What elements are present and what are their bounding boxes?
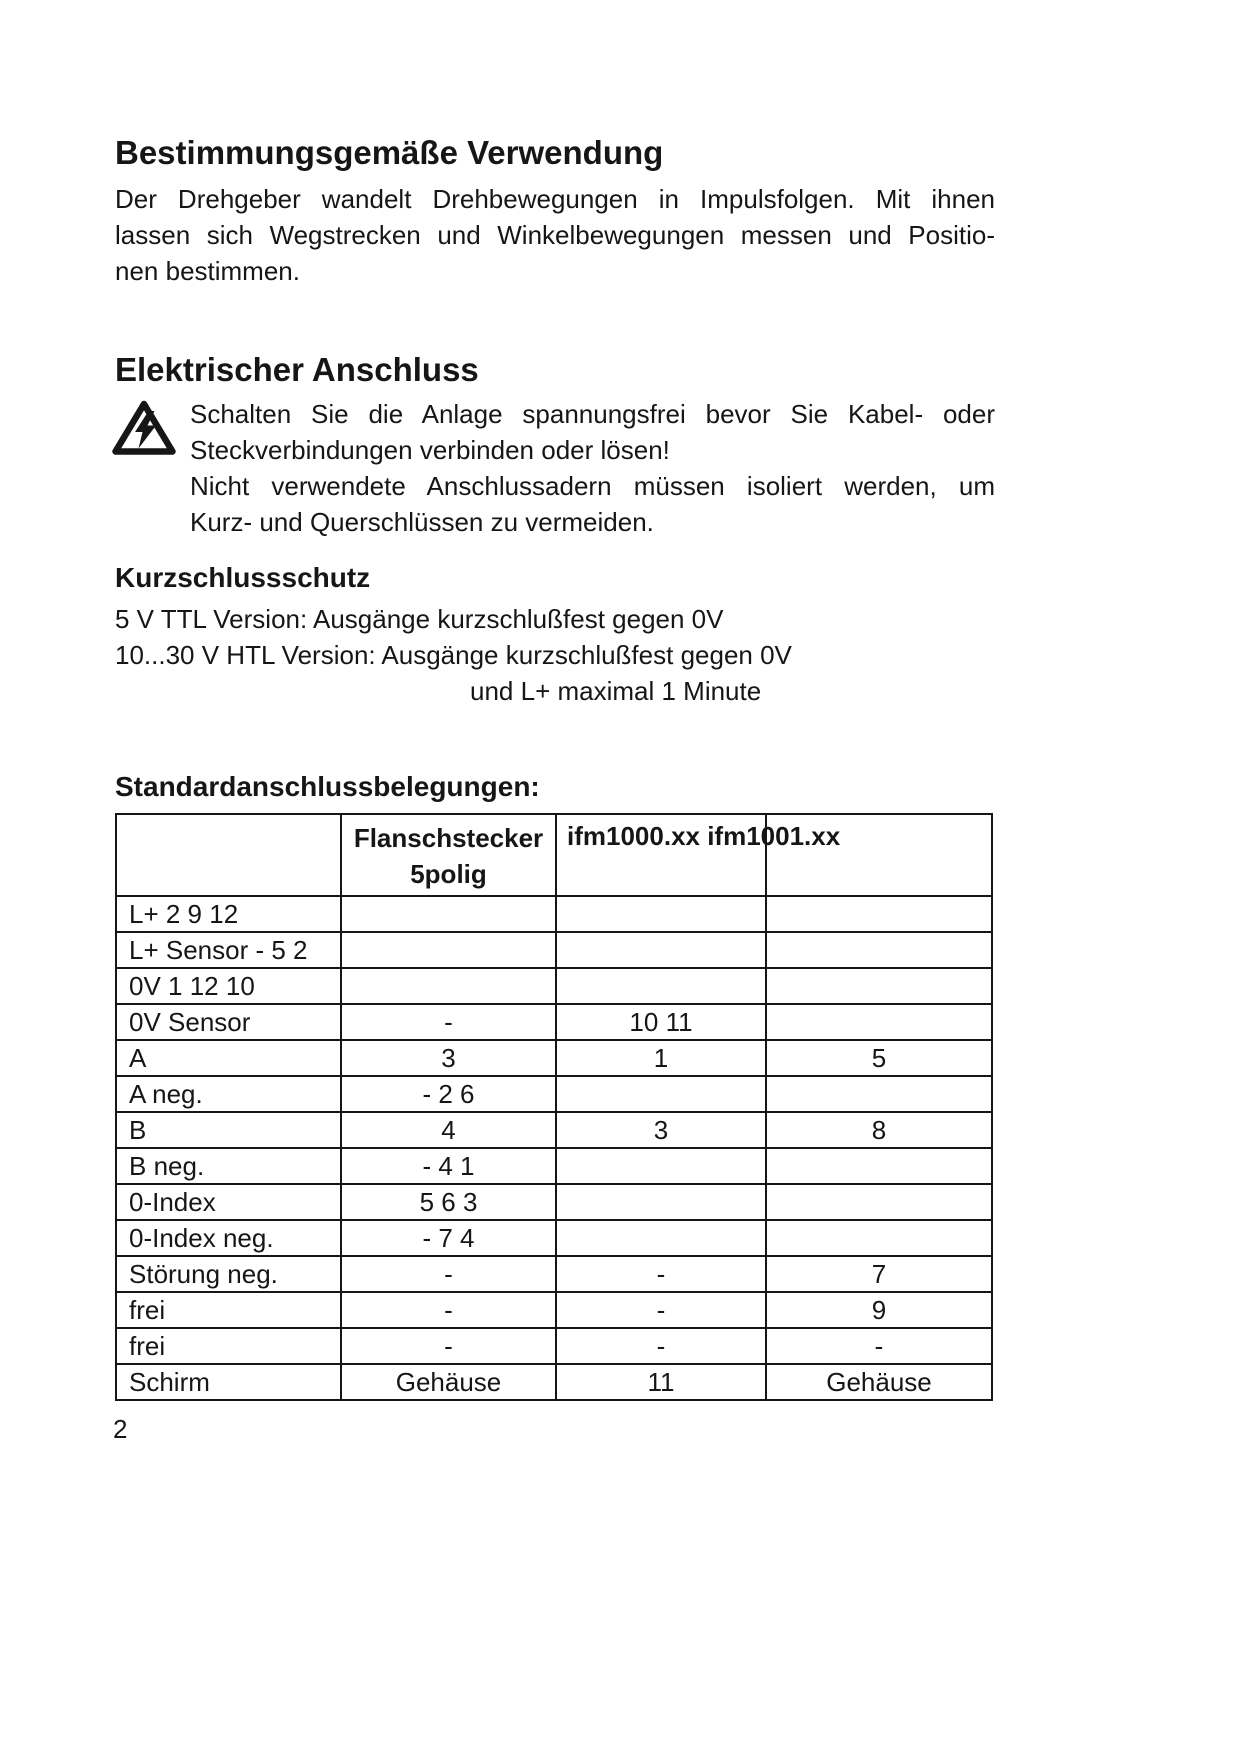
text-line: nen bestimmen. — [115, 256, 300, 286]
value-cell — [766, 1004, 992, 1040]
electrical-warning-text — [190, 396, 995, 540]
value-cell — [556, 1220, 766, 1256]
row-label-cell: frei — [116, 1292, 341, 1328]
table-row — [116, 1004, 992, 1040]
value-cell: 11 — [556, 1364, 766, 1400]
value-cell — [556, 896, 766, 932]
value-cell: - — [341, 1004, 556, 1040]
text-line: und L+ maximal 1 Minute — [470, 676, 762, 706]
pin-assignment-table-wrap — [115, 813, 995, 1401]
text-line: Kurz- und Querschlüssen zu vermeiden. — [190, 507, 654, 537]
row-label-cell: frei — [116, 1328, 341, 1364]
header-cell-flanschstecker — [341, 814, 556, 896]
table-row — [116, 1364, 992, 1400]
header-line: 5polig — [410, 859, 487, 889]
value-cell: 7 — [766, 1256, 992, 1292]
pin-table-body — [116, 896, 992, 1400]
header-line: Flanschstecker — [353, 823, 544, 853]
header-cell-empty — [116, 814, 341, 896]
value-cell — [556, 932, 766, 968]
lightning-warning-triangle-icon — [112, 399, 176, 457]
row-label-cell: L+ 2 9 12 — [116, 896, 341, 932]
value-cell — [766, 932, 992, 968]
text-line: Der Drehgeber wandelt Drehbewegungen in Impulsfolgen. Mit ihnen — [115, 184, 995, 214]
value-cell: - 4 1 — [341, 1148, 556, 1184]
heading-intended-use: Bestimmungsgemäße Verwendung — [115, 134, 664, 171]
value-cell — [341, 932, 556, 968]
row-label-cell: A neg. — [116, 1076, 341, 1112]
value-cell: - — [556, 1256, 766, 1292]
value-cell — [766, 968, 992, 1004]
value-cell — [341, 896, 556, 932]
value-cell: 9 — [766, 1292, 992, 1328]
value-cell: 4 — [341, 1112, 556, 1148]
table-row — [116, 1040, 992, 1076]
text-line: Schalten Sie die Anlage spannungsfrei bevor Sie Kabel- oder — [190, 399, 995, 429]
table-row — [116, 1076, 992, 1112]
table-header-row — [116, 814, 992, 896]
table-row — [116, 896, 992, 932]
row-label-cell: Schirm — [116, 1364, 341, 1400]
short-circuit-text — [115, 601, 995, 709]
row-label-cell: B — [116, 1112, 341, 1148]
value-cell: 1 — [556, 1040, 766, 1076]
table-row — [116, 1184, 992, 1220]
table-row — [116, 968, 992, 1004]
value-cell: - — [556, 1292, 766, 1328]
text-line: lassen sich Wegstrecken und Winkelbewegungen messen und Positio- — [115, 220, 995, 250]
value-cell: 3 — [341, 1040, 556, 1076]
value-cell — [556, 1076, 766, 1112]
row-label-cell: A — [116, 1040, 341, 1076]
value-cell — [766, 1220, 992, 1256]
text-line: 10...30 V HTL Version: Ausgänge kurzschlußfest gegen 0V — [115, 640, 792, 670]
row-label-cell: 0V Sensor — [116, 1004, 341, 1040]
value-cell: Gehäuse — [766, 1364, 992, 1400]
table-row — [116, 1148, 992, 1184]
text-line: 5 V TTL Version: Ausgänge kurzschlußfest gegen 0V — [115, 604, 724, 634]
value-cell — [556, 968, 766, 1004]
page-number: 2 — [113, 1414, 128, 1444]
value-cell — [766, 896, 992, 932]
value-cell: 3 — [556, 1112, 766, 1148]
value-cell: - 7 4 — [341, 1220, 556, 1256]
value-cell — [766, 1184, 992, 1220]
table-row — [116, 932, 992, 968]
value-cell: - — [556, 1328, 766, 1364]
value-cell — [556, 1184, 766, 1220]
value-cell — [556, 1148, 766, 1184]
table-row — [116, 1292, 992, 1328]
row-label-cell: B neg. — [116, 1148, 341, 1184]
row-label-cell: Störung neg. — [116, 1256, 341, 1292]
heading-electrical-connection: Elektrischer Anschluss — [115, 351, 479, 388]
value-cell: - — [341, 1328, 556, 1364]
table-row — [116, 1328, 992, 1364]
value-cell: Gehäuse — [341, 1364, 556, 1400]
text-line: Steckverbindungen verbinden oder lösen! — [190, 435, 670, 465]
value-cell: 10 11 — [556, 1004, 766, 1040]
row-label-cell: 0V 1 12 10 — [116, 968, 341, 1004]
pin-assignment-table — [115, 813, 993, 1401]
value-cell: - — [341, 1292, 556, 1328]
heading-pin-assignment: Standardanschlussbelegungen: — [115, 771, 540, 802]
intended-use-paragraph — [115, 181, 995, 289]
value-cell: 8 — [766, 1112, 992, 1148]
row-label-cell: 0-Index — [116, 1184, 341, 1220]
header-overlay-ifm-models: ifm1000.xx ifm1001.xx — [567, 821, 841, 851]
text-line: Nicht verwendete Anschlussadern müssen isoliert werden, um — [190, 471, 995, 501]
value-cell — [766, 1148, 992, 1184]
table-row — [116, 1256, 992, 1292]
value-cell — [341, 968, 556, 1004]
value-cell — [766, 1076, 992, 1112]
heading-short-circuit-protection: Kurzschlussschutz — [115, 562, 371, 593]
value-cell: - — [341, 1256, 556, 1292]
row-label-cell: L+ Sensor - 5 2 — [116, 932, 341, 968]
table-row — [116, 1220, 992, 1256]
value-cell: - — [766, 1328, 992, 1364]
value-cell: 5 — [766, 1040, 992, 1076]
value-cell: 5 6 3 — [341, 1184, 556, 1220]
value-cell: - 2 6 — [341, 1076, 556, 1112]
row-label-cell: 0-Index neg. — [116, 1220, 341, 1256]
table-row — [116, 1112, 992, 1148]
